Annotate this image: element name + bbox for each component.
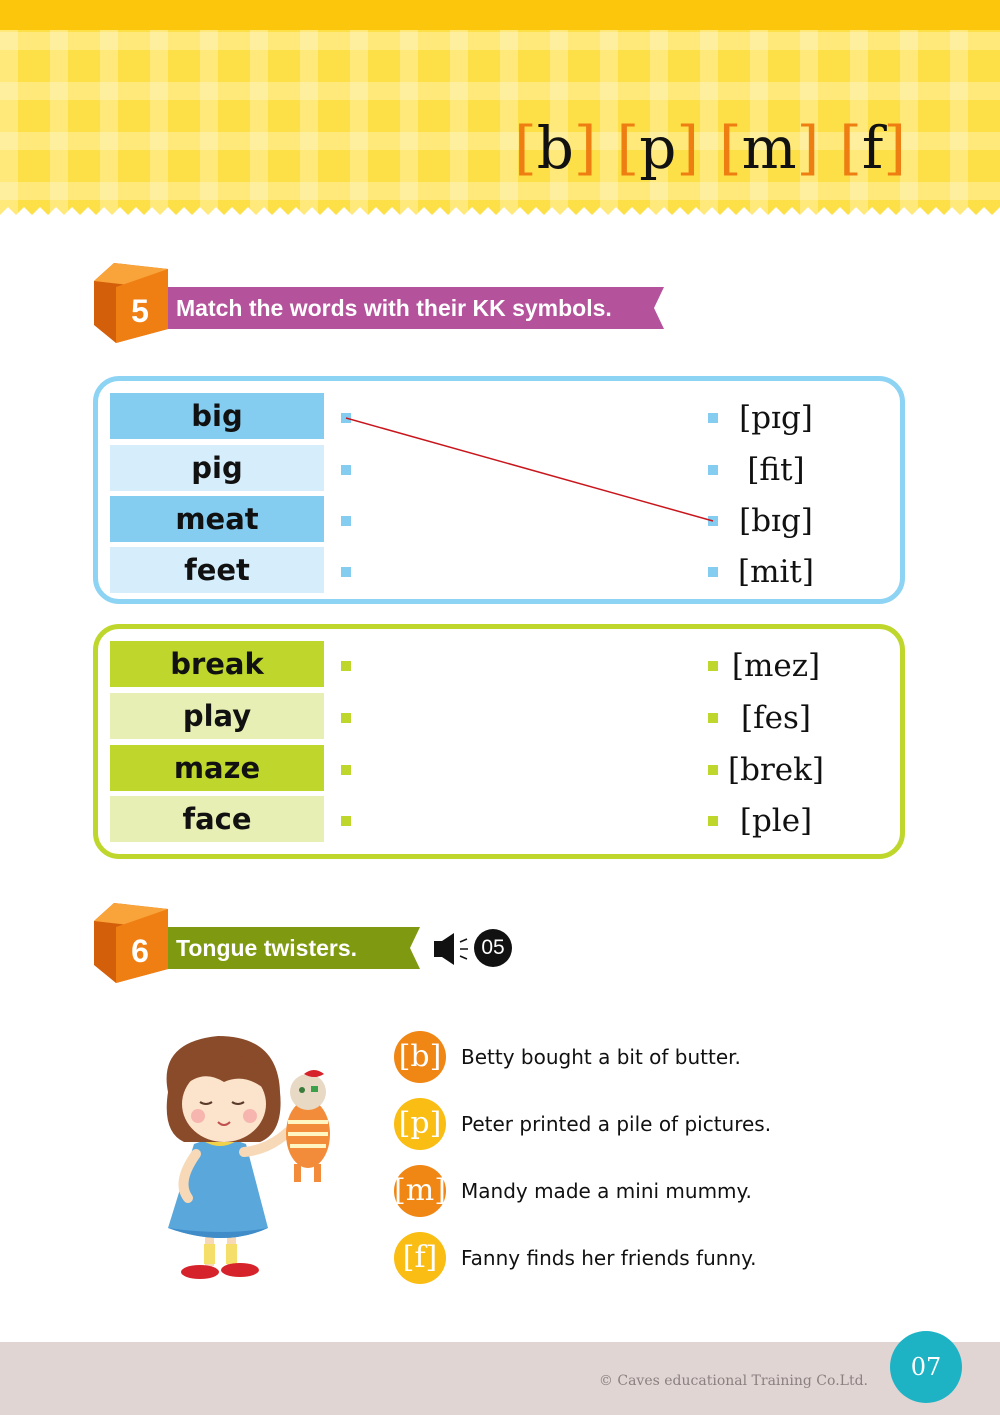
twister-sentence: Betty bought a bit of butter. [461,1045,741,1069]
word-cell: pig [110,445,324,491]
page-header [0,0,1000,222]
kk-symbol: [pɪg] [739,400,813,436]
twister-sentence: Mandy made a mini mummy. [461,1179,752,1203]
kk-symbol: [mit] [738,554,814,590]
word-cell: play [110,693,324,739]
word-cell: meat [110,496,324,542]
left-match-dot[interactable] [341,765,351,775]
page-title [512,108,908,188]
twister-sentence: Fanny finds her friends funny. [461,1246,757,1270]
audio-track-number: 05 [474,929,512,967]
section-5-instruction: Match the words with their KK symbols. [176,295,612,321]
word-cell: break [110,641,324,687]
section-6-instruction: Tongue twisters. [176,935,358,961]
kk-symbol: [fit] [747,452,805,488]
example-match-line [98,381,900,599]
kk-symbol: [bɪg] [739,503,813,539]
word-cell: feet [110,547,324,593]
title-symbol-b: [b] [514,114,597,182]
kk-symbol: [brek] [728,752,824,788]
copyright-notice: © Caves educational Training Co.Ltd. [598,1373,868,1389]
twister-symbol-badge: [p] [394,1098,446,1150]
match-box-blue [93,376,905,604]
audio-track-button[interactable] [432,929,514,969]
kk-symbol: [ple] [739,803,813,839]
section-5-number: 5 [131,293,149,329]
word-cell: maze [110,745,324,791]
twister-symbol-badge: [m] [394,1165,446,1217]
kk-symbol: [mez] [731,648,821,684]
section-5-instruction-banner [150,287,664,329]
section-6-instruction-banner [150,927,420,969]
title-symbol-p: [p] [616,114,699,182]
word-cell: face [110,796,324,842]
title-symbol-m: [m] [718,114,820,182]
twister-sentence: Peter printed a pile of pictures. [461,1112,772,1136]
speaker-icon [432,929,474,969]
left-match-dot[interactable] [341,713,351,723]
match-box-green [93,624,905,859]
section-6-number-cube [94,903,168,983]
header-top-band [0,0,1000,30]
title-symbol-f: [f] [839,114,906,182]
left-match-dot[interactable] [341,661,351,671]
twister-symbol-badge: [f] [394,1232,446,1284]
girl-with-doll-illustration [128,1022,353,1292]
page-number-badge: 07 [890,1331,962,1403]
left-match-dot[interactable] [341,816,351,826]
section-5-number-cube [94,263,168,343]
twister-symbol-badge: [b] [394,1031,446,1083]
header-zigzag-edge [0,207,1000,223]
section-6-number: 6 [131,933,149,969]
word-cell: big [110,393,324,439]
kk-symbol: [fes] [741,700,811,736]
